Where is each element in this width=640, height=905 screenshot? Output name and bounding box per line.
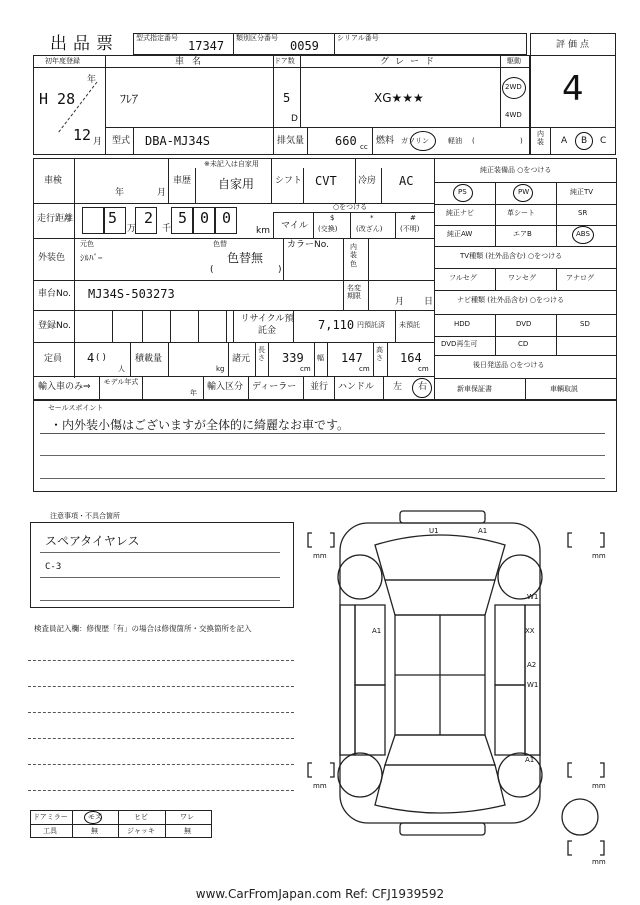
doors-sub: D bbox=[291, 114, 298, 124]
diag-label-w1-rear: W1 bbox=[527, 681, 539, 689]
handle-label: ハンドル bbox=[338, 382, 375, 392]
mileage-mile: マイル bbox=[281, 221, 308, 231]
width-cm: cm bbox=[359, 365, 370, 373]
footer-watermark: www.CarFromJapan.com Ref: CFJ1939592 bbox=[195, 887, 445, 901]
color-current-value: 色替無 bbox=[227, 251, 264, 265]
after-title: 後日発送品 ○をつける bbox=[473, 361, 545, 369]
width-value: 147 bbox=[341, 351, 363, 365]
dims-label: 諸元 bbox=[232, 354, 251, 364]
capacity-unit: 人 bbox=[118, 365, 125, 373]
color-original-label: 元色 bbox=[80, 240, 94, 248]
handle-right-circle bbox=[412, 378, 432, 398]
model-year-unit: 年 bbox=[190, 389, 197, 397]
ac-label: 冷房 bbox=[358, 176, 377, 186]
recycle-unit: 円預託済 bbox=[357, 321, 385, 329]
navi-title: ナビ種類 (社外品含む) ○をつける bbox=[457, 296, 565, 304]
chassis-label: 車台No. bbox=[38, 289, 71, 299]
tbl-crack: ヒビ bbox=[134, 813, 148, 821]
displacement-value: 660 bbox=[335, 134, 357, 148]
equip-airbag: エアB bbox=[513, 230, 532, 238]
after-manual: 車輌取説 bbox=[550, 385, 578, 393]
model-label: 型式 bbox=[112, 136, 131, 146]
equip-ps: PS bbox=[458, 188, 467, 196]
diag-label-u1: U1 bbox=[429, 527, 439, 535]
tv-analog: アナログ bbox=[566, 274, 594, 282]
model-value: DBA-MJ34S bbox=[145, 134, 211, 148]
color-original-value: ｼﾙﾊﾞｰ bbox=[80, 254, 103, 264]
mm-front-right: mm bbox=[592, 552, 606, 560]
diag-label-a2: A2 bbox=[527, 661, 537, 669]
handle-right: 右 bbox=[418, 382, 428, 392]
shift-value: CVT bbox=[315, 174, 337, 188]
length-cm: cm bbox=[300, 365, 311, 373]
chassis-day-unit: 日 bbox=[424, 297, 434, 307]
height-cm: cm bbox=[418, 365, 429, 373]
chassis-number: MJ34S-503273 bbox=[88, 287, 175, 301]
car-damage-diagram bbox=[300, 505, 620, 875]
drive-label: 駆動 bbox=[507, 57, 521, 65]
mileage-digit-4: 0 bbox=[200, 209, 210, 227]
color-label: 外装色 bbox=[38, 253, 66, 263]
diag-label-xx: XX bbox=[525, 627, 535, 635]
color-current-label: 色替 bbox=[213, 240, 227, 248]
mileage-digit-3: 5 bbox=[178, 209, 188, 227]
sales-label: セールスポイント bbox=[48, 404, 104, 412]
equip-tv: 純正TV bbox=[570, 188, 594, 196]
length-value: 339 bbox=[282, 351, 304, 365]
serial-label: シリアル番号 bbox=[337, 34, 379, 42]
length-label: 長さ bbox=[258, 346, 265, 363]
mileage-dollar: $ bbox=[330, 214, 335, 222]
mileage-digit-1: 5 bbox=[108, 209, 118, 227]
equip-abs: ABS bbox=[576, 230, 590, 238]
month-unit: 月 bbox=[93, 137, 103, 147]
car-name-label: 車名 bbox=[175, 57, 210, 67]
fuel-paren-close: ) bbox=[520, 137, 523, 145]
tbl-break: ワレ bbox=[180, 813, 194, 821]
capacity-paren: ( ) bbox=[96, 353, 106, 363]
mileage-digit-2: 2 bbox=[144, 209, 154, 227]
genuine-title: 純正装備品 ○をつける bbox=[480, 166, 552, 174]
recycle-unpaid: 未預託 bbox=[399, 321, 420, 329]
year-unit: 年 bbox=[87, 75, 97, 85]
mileage-man: 万 bbox=[127, 224, 137, 234]
interior-c: C bbox=[600, 136, 607, 146]
mm-rear-right: mm bbox=[592, 782, 606, 790]
equip-navi: 純正ナビ bbox=[446, 209, 474, 217]
color-no-label: カラーNo. bbox=[287, 240, 329, 250]
equip-aw: 純正AW bbox=[447, 230, 473, 238]
ac-value: AC bbox=[399, 174, 414, 188]
model-year-label: モデル年式 bbox=[103, 378, 139, 386]
after-warranty: 新車保証書 bbox=[457, 385, 492, 393]
mileage-exchange: (交換) bbox=[318, 225, 338, 233]
equip-sr: SR bbox=[578, 209, 588, 217]
chassis-month-unit: 月 bbox=[395, 297, 405, 307]
doors-label: ドア数 bbox=[274, 57, 295, 65]
interior-a: A bbox=[561, 136, 568, 146]
tv-fullseg: フルセグ bbox=[449, 274, 477, 282]
first-reg-label: 初年度登録 bbox=[45, 57, 80, 65]
fuel-circle bbox=[410, 131, 436, 151]
mileage-sen: 千 bbox=[162, 224, 172, 234]
mileage-tampered: (改ざん) bbox=[356, 225, 383, 233]
first-reg-era: H 28 bbox=[39, 90, 76, 108]
capacity-label: 定員 bbox=[44, 354, 63, 364]
diag-label-a1-front: A1 bbox=[478, 527, 488, 535]
import-parallel: 並行 bbox=[310, 382, 329, 392]
grade-label: グレード bbox=[380, 57, 441, 67]
tbl-jack: ジャッキ bbox=[127, 827, 155, 835]
drive-4wd: 4WD bbox=[505, 111, 522, 119]
diag-label-a1-rear: A1 bbox=[525, 756, 535, 764]
mm-spare: mm bbox=[592, 858, 606, 866]
import-dealer: ディーラー bbox=[252, 382, 297, 392]
mileage-km: km bbox=[256, 226, 270, 236]
inspection-year-unit: 年 bbox=[115, 188, 125, 198]
height-label: 高さ bbox=[376, 346, 383, 363]
grade-value: XG★★★ bbox=[374, 91, 424, 105]
score-label: 評価点 bbox=[556, 40, 593, 50]
navi-sd: SD bbox=[580, 320, 590, 328]
registration-label: 登録No. bbox=[38, 321, 71, 331]
mm-rear-left: mm bbox=[313, 782, 327, 790]
history-value: 自家用 bbox=[218, 177, 255, 191]
equip-leather: 革シート bbox=[507, 209, 535, 217]
history-note: ※未記入は自家用 bbox=[204, 160, 259, 168]
form-title: 出品票 bbox=[50, 34, 119, 54]
model-code-label: 型式指定番号 bbox=[136, 34, 178, 42]
score-value: 4 bbox=[562, 69, 584, 109]
load-label: 積載量 bbox=[135, 354, 163, 364]
category-value: 0059 bbox=[290, 39, 319, 53]
width-label: 幅 bbox=[317, 354, 324, 362]
tbl-tools-value: 無 bbox=[91, 827, 98, 835]
car-name-value: ﾌﾚｱ bbox=[120, 92, 139, 106]
mileage-star: * bbox=[370, 214, 374, 222]
notes-label: 注意事項・不具合箇所 bbox=[50, 512, 120, 520]
tbl-tools: 工具 bbox=[43, 827, 57, 835]
diag-label-a1-left: A1 bbox=[372, 627, 382, 635]
drive-2wd-circle bbox=[502, 77, 526, 99]
sales-text: ・内外装小傷はございますが全体的に綺麗なお車です。 bbox=[50, 418, 350, 432]
mileage-label: 走行距離 bbox=[37, 214, 74, 224]
model-code-value: 17347 bbox=[188, 39, 225, 53]
dvd-playable: DVD再生可 bbox=[441, 340, 478, 348]
history-label: 車歴 bbox=[173, 176, 192, 186]
mm-front-left: mm bbox=[313, 552, 327, 560]
navi-hdd: HDD bbox=[454, 320, 471, 328]
color-paren-close: ) bbox=[278, 265, 282, 275]
mileage-digit-5: 0 bbox=[222, 209, 232, 227]
diag-label-w1-right: W1 bbox=[527, 593, 539, 601]
equip-pw: PW bbox=[518, 188, 530, 196]
inspector-label: 検査員記入欄：修復歴「有」の場合は修復箇所・交換箇所を記入 bbox=[34, 624, 252, 633]
fuel-alt: 軽油 bbox=[448, 137, 462, 145]
mileage-hash: # bbox=[410, 214, 416, 222]
fuel-paren-open: ( bbox=[472, 137, 475, 145]
recycle-value: 7,110 bbox=[318, 318, 355, 332]
load-kg: kg bbox=[216, 365, 225, 373]
color-paren-open: ( bbox=[210, 265, 214, 275]
inspection-month-unit: 月 bbox=[157, 188, 167, 198]
interior-color-label: 内装色 bbox=[350, 243, 357, 268]
mileage-circle-note: ○をつける bbox=[333, 203, 368, 211]
notes-line-2: C-3 bbox=[45, 562, 62, 572]
import-type-label: 輸入区分 bbox=[207, 382, 244, 392]
handle-left: 左 bbox=[393, 382, 403, 392]
displacement-unit: cc bbox=[360, 143, 368, 151]
fuel-label: 燃料 bbox=[376, 136, 395, 146]
fuel-value: ガソリン bbox=[401, 137, 429, 145]
tbl-scratch: モズ bbox=[88, 813, 102, 821]
inspection-label: 車検 bbox=[44, 176, 63, 186]
recycle-label: リサイクル預託金 bbox=[240, 314, 294, 336]
import-label: 輸入車のみ⇒ bbox=[38, 382, 91, 392]
interior-b: B bbox=[581, 136, 588, 146]
category-label: 類別区分番号 bbox=[236, 34, 278, 42]
name-change-label: 名変期限 bbox=[347, 284, 361, 301]
shift-label: シフト bbox=[275, 176, 303, 186]
doors-value: 5 bbox=[283, 91, 291, 105]
first-reg-month: 12 bbox=[73, 126, 92, 144]
drive-2wd: 2WD bbox=[505, 83, 522, 91]
mileage-unknown: (不明) bbox=[400, 225, 420, 233]
interior-b-circle bbox=[575, 132, 593, 150]
tbl-jack-value: 無 bbox=[184, 827, 191, 835]
tv-oneseg: ワンセグ bbox=[508, 274, 536, 282]
interior-label: 内装 bbox=[537, 130, 544, 146]
cd: CD bbox=[518, 340, 529, 348]
tbl-mirror: ドアミラー bbox=[33, 813, 68, 821]
height-value: 164 bbox=[400, 351, 422, 365]
tv-title: TV種類 (社外品含む) ○をつける bbox=[460, 252, 563, 260]
capacity-value: 4 bbox=[87, 351, 95, 365]
notes-line-1: スペアタイヤレス bbox=[45, 534, 140, 548]
navi-dvd: DVD bbox=[516, 320, 532, 328]
displacement-label: 排気量 bbox=[277, 136, 305, 146]
